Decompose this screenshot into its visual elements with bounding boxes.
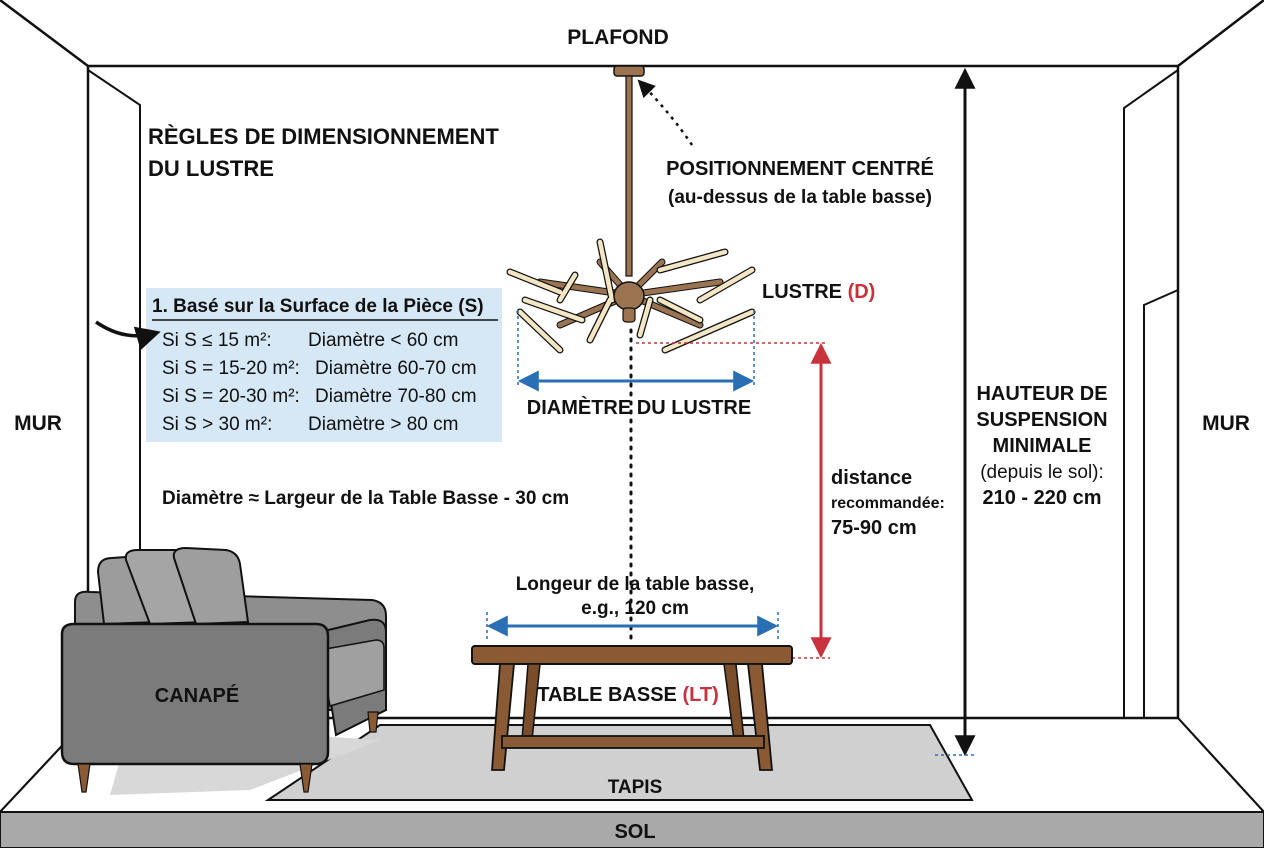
- rule-result: Diamètre 60-70 cm: [315, 358, 477, 379]
- table-length-line2: e.g., 120 cm: [581, 598, 689, 619]
- ceiling-label: PLAFOND: [567, 26, 669, 49]
- rule-condition: Si S = 15-20 m²:: [162, 358, 300, 379]
- rule-result: Diamètre > 80 cm: [308, 414, 459, 435]
- table-label: TABLE BASSE (LT): [537, 684, 719, 706]
- height-line2: SUSPENSION: [976, 409, 1108, 431]
- chandelier-label-code: (D): [847, 281, 876, 303]
- rule-result: Diamètre 70-80 cm: [315, 386, 477, 407]
- chandelier-hub: [614, 282, 644, 310]
- diagram-title-line2: DU LUSTRE: [148, 156, 274, 181]
- wall-right-label: MUR: [1202, 412, 1250, 435]
- distance-line2: recommandée:: [831, 495, 945, 512]
- height-line1: HAUTEUR DE: [976, 383, 1108, 405]
- diameter-label: DIAMÈTRE DU LUSTRE: [526, 397, 752, 419]
- rug-label: TAPIS: [607, 777, 663, 798]
- formula-text: Diamètre ≈ Largeur de la Table Basse - 30 cm: [162, 488, 570, 509]
- wall-left-label: MUR: [14, 412, 62, 435]
- height-line4: (depuis le sol):: [980, 462, 1104, 483]
- rule-condition: Si S ≤ 15 m²:: [162, 330, 272, 351]
- rules-heading: 1. Basé sur la Surface de la Pièce (S): [152, 296, 484, 317]
- position-note-line1: POSITIONNEMENT CENTRÉ: [666, 158, 934, 180]
- diagram-title-line1: RÈGLES DE DIMENSIONNEMENT: [148, 124, 499, 149]
- floor-label: SOL: [614, 821, 656, 843]
- rule-condition: Si S > 30 m²:: [162, 414, 273, 435]
- rule-result: Diamètre < 60 cm: [308, 330, 459, 351]
- rule-condition: Si S = 20-30 m²:: [162, 386, 300, 407]
- table-label-code: (LT): [682, 684, 719, 706]
- chandelier-label: LUSTRE (D): [762, 281, 876, 303]
- distance-line1: distance: [831, 467, 913, 489]
- sofa-label: CANAPÉ: [154, 685, 240, 707]
- rules-box: [146, 288, 502, 442]
- height-line5: 210 - 220 cm: [982, 487, 1102, 509]
- ceiling-canopy: [614, 66, 644, 76]
- position-note-line2: (au-dessus de la table basse): [668, 187, 932, 208]
- height-line3: MINIMALE: [992, 435, 1092, 457]
- distance-line3: 75-90 cm: [831, 517, 917, 539]
- table-length-line1: Longeur de la table basse,: [515, 574, 755, 595]
- chandelier-rod: [626, 76, 632, 276]
